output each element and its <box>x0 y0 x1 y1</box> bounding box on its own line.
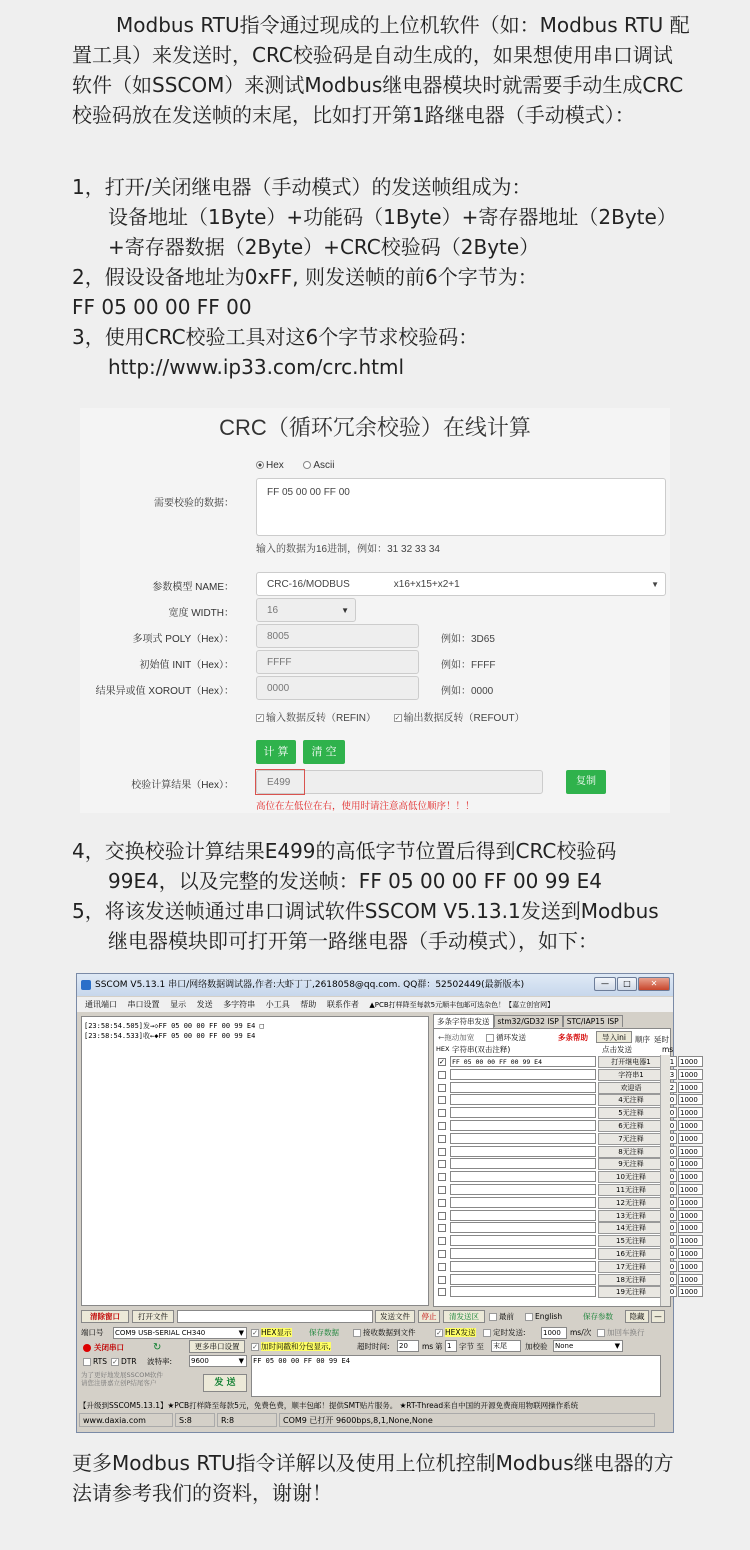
hex-send-option[interactable] <box>435 1327 476 1338</box>
row-send-button[interactable]: 欢迎语 <box>598 1082 664 1094</box>
row-order-input[interactable]: 3 <box>667 1069 677 1080</box>
row-delay-input[interactable]: 1000 <box>678 1210 703 1221</box>
timed-send-option[interactable] <box>483 1327 526 1338</box>
row-order-input[interactable]: 0 <box>667 1120 677 1131</box>
row-order-input[interactable]: 0 <box>667 1210 677 1221</box>
row-delay-input[interactable]: 1000 <box>678 1120 703 1131</box>
hide-button[interactable]: 隐藏 <box>625 1310 649 1323</box>
recv-line-sent: [23:58:54.505]发→◇FF 05 00 00 FF 00 99 E4 □ <box>84 1022 264 1030</box>
close-port-label: 关闭串口 <box>94 1343 124 1352</box>
row-string-input[interactable] <box>450 1235 596 1246</box>
english-option[interactable] <box>525 1311 562 1322</box>
row-hex-checkbox[interactable] <box>438 1173 446 1181</box>
minimize-icon[interactable]: — <box>594 977 616 991</box>
multi-string-panel <box>433 1014 698 1307</box>
row-hex-checkbox[interactable] <box>438 1237 446 1245</box>
xorout-input[interactable]: 0000 <box>256 676 419 700</box>
chevron-down-icon: ▼ <box>651 579 659 589</box>
result-highlight <box>255 769 305 795</box>
ms-header: ms <box>662 1045 674 1054</box>
app-icon <box>81 980 91 990</box>
english-label: English <box>535 1312 563 1321</box>
step-2-bytes: FF 05 00 00 FF 00 <box>72 295 252 319</box>
timestamp-label: 加时间戳和分包显示, <box>261 1342 331 1351</box>
row-hex-checkbox[interactable] <box>438 1250 446 1258</box>
panel-tabs <box>433 1014 623 1028</box>
multi-string-row <box>438 1133 728 1146</box>
status-bar <box>77 1412 673 1428</box>
rows-scrollbar[interactable] <box>660 1055 670 1306</box>
hex-send-label: HEX发送 <box>445 1328 476 1337</box>
init-label: 初始值 INIT（Hex）： <box>139 660 234 671</box>
row-send-button[interactable]: 16无注释 <box>598 1248 664 1260</box>
row-string-input[interactable] <box>450 1248 596 1259</box>
chevron-down-icon: ▼ <box>614 1342 620 1350</box>
hex-radio[interactable] <box>256 461 264 469</box>
row-send-button[interactable]: 17无注释 <box>598 1261 664 1273</box>
init-input[interactable]: FFFF <box>256 650 419 674</box>
refin-checkbox[interactable]: ✓ <box>257 715 263 723</box>
menu-bar <box>77 997 673 1012</box>
row-order-input[interactable]: 0 <box>667 1158 677 1169</box>
delay-header: 延时 <box>654 1035 669 1044</box>
tab-stm32-isp[interactable]: stm32/GD32 ISP <box>494 1015 563 1027</box>
row-send-button[interactable]: 10无注释 <box>598 1171 664 1183</box>
baud-label: 波特率: <box>147 1357 173 1366</box>
row-hex-checkbox[interactable] <box>438 1109 446 1117</box>
row-hex-checkbox[interactable] <box>438 1160 446 1168</box>
menu-item[interactable]: 发送 <box>196 1000 213 1009</box>
row-string-input[interactable] <box>450 1261 596 1272</box>
refout-checkbox[interactable]: ✓ <box>394 715 401 723</box>
row-order-input[interactable]: 0 <box>667 1184 677 1195</box>
checksum-value: None <box>555 1342 574 1350</box>
chevron-down-icon: ▼ <box>341 605 349 615</box>
status-recv-count: R:8 <box>217 1413 277 1427</box>
timestamp-checkbox[interactable]: ✓ <box>252 1343 258 1351</box>
clear-send-button[interactable]: 清发送区 <box>443 1310 485 1323</box>
loop-send-checkbox[interactable] <box>486 1034 494 1042</box>
row-order-input[interactable]: 0 <box>667 1171 677 1182</box>
row-hex-checkbox[interactable] <box>438 1186 446 1194</box>
order-header: 顺序 <box>635 1035 650 1044</box>
row-send-button[interactable]: 7无注释 <box>598 1133 664 1145</box>
hex-header: HEX <box>436 1045 450 1053</box>
refout-label: 输出数据反转（REFOUT） <box>403 713 525 724</box>
row-send-button[interactable]: 6无注释 <box>598 1120 664 1132</box>
timed-send-label: 定时发送: <box>493 1328 526 1337</box>
menu-ad[interactable]: ▲PCB打样降至每款5元顺丰包邮可选杂色！【嘉立创官网】 <box>369 1001 555 1009</box>
step-3-url[interactable]: http://www.ip33.com/crc.html <box>108 355 405 379</box>
xorout-example: 例如：0000 <box>441 686 494 697</box>
poly-example: 例如：3D65 <box>441 634 495 645</box>
row-delay-input[interactable]: 1000 <box>678 1197 703 1208</box>
promo-text: 为了更好地发展SSCOM软件 请您注册嘉立创P结尾客户 <box>81 1371 164 1387</box>
hex-display-checkbox[interactable]: ✓ <box>252 1329 258 1337</box>
dtr-option[interactable] <box>111 1356 137 1367</box>
menu-item[interactable]: 联系作者 <box>326 1000 359 1009</box>
row-order-input[interactable]: 0 <box>667 1286 677 1297</box>
english-checkbox[interactable] <box>525 1313 533 1321</box>
row-hex-checkbox[interactable] <box>438 1135 446 1143</box>
row-send-button[interactable]: 15无注释 <box>598 1235 664 1247</box>
send-file-button[interactable]: 发送文件 <box>375 1310 415 1323</box>
menu-item[interactable]: 串口设置 <box>127 1000 160 1009</box>
row-string-input[interactable]: FF 05 00 00 FF 00 99 E4 <box>450 1056 596 1067</box>
rts-checkbox[interactable] <box>83 1358 91 1366</box>
data-hint: 输入的数据为16进制，例如：31 32 33 34 <box>256 544 440 555</box>
row-hex-checkbox[interactable] <box>438 1084 446 1092</box>
copy-button[interactable]: 复制 <box>566 770 606 794</box>
row-send-button[interactable]: 12无注释 <box>598 1197 664 1209</box>
rts-option[interactable] <box>83 1356 107 1367</box>
step-5-line-2: 继电器模块即可打开第一路继电器（手动模式），如下： <box>108 929 598 953</box>
calculate-button[interactable]: 计 算 <box>256 740 296 764</box>
upgrade-notice: 【升级到SSCOM5.13.1】★PCB打样降至每款5元，免费色费，顺丰包邮！提供SMT贴片服务。 ★RT-Thread来自中国的开源免费商用物联网操作系统 <box>79 1401 579 1410</box>
string-header: 字符串(双击注释) <box>452 1045 511 1054</box>
byte-end-select[interactable]: 末尾 <box>491 1340 521 1352</box>
multi-string-row <box>438 1158 728 1171</box>
model-select[interactable] <box>256 572 666 596</box>
reflect-options <box>256 709 525 724</box>
row-order-input[interactable]: 0 <box>667 1261 677 1272</box>
maximize-icon[interactable]: □ <box>617 977 637 991</box>
port-label: 端口号 <box>81 1328 104 1337</box>
multi-string-row <box>438 1146 728 1159</box>
timestamp-option[interactable] <box>251 1341 331 1352</box>
ascii-radio-label: Ascii <box>313 460 335 471</box>
step-1-line-2: +寄存器数据（2Byte）+CRC校验码（2Byte） <box>108 235 540 259</box>
row-send-button[interactable]: 14无注释 <box>598 1222 664 1234</box>
row-order-input[interactable]: 2 <box>667 1082 677 1093</box>
crc-tool-panel <box>80 408 670 813</box>
row-send-button[interactable]: 13无注释 <box>598 1210 664 1222</box>
receive-area[interactable] <box>81 1016 429 1306</box>
input-format-radios <box>256 460 334 471</box>
row-string-input[interactable] <box>450 1222 596 1233</box>
row-string-input[interactable] <box>450 1120 596 1131</box>
row-order-input[interactable]: 0 <box>667 1248 677 1259</box>
dtr-label: DTR <box>121 1357 137 1366</box>
menu-item[interactable]: 显示 <box>170 1000 187 1009</box>
xorout-label: 结果异或值 XOROUT（Hex）： <box>95 686 234 697</box>
row-delay-input[interactable]: 1000 <box>678 1171 703 1182</box>
data-textarea[interactable]: FF 05 00 00 FF 00 <box>256 478 666 536</box>
ascii-radio[interactable] <box>303 461 311 469</box>
row-string-input[interactable] <box>450 1082 596 1093</box>
status-port-info: COM9 已打开 9600bps,8,1,None,None <box>279 1413 655 1427</box>
hex-send-checkbox[interactable]: ✓ <box>436 1329 442 1337</box>
model-label: 参数模型 NAME： <box>152 582 234 593</box>
clear-button[interactable]: 清 空 <box>303 740 345 764</box>
multi-string-row <box>438 1197 728 1210</box>
save-params-button[interactable]: 保存参数 <box>583 1312 613 1321</box>
close-icon[interactable]: ✕ <box>638 977 670 991</box>
loop-send-option[interactable] <box>486 1032 526 1043</box>
row-string-input[interactable] <box>450 1133 596 1144</box>
add-crlf-label: 加回车换行 <box>607 1328 645 1337</box>
row-order-input[interactable]: 0 <box>667 1146 677 1157</box>
multi-string-row <box>438 1222 728 1235</box>
poly-label: 多项式 POLY（Hex）： <box>132 634 234 645</box>
multi-string-row <box>438 1184 728 1197</box>
more-settings-button[interactable]: 更多串口设置 <box>189 1340 245 1353</box>
row-hex-checkbox[interactable] <box>438 1148 446 1156</box>
row-delay-input[interactable]: 1000 <box>678 1094 703 1105</box>
row-order-input[interactable]: 0 <box>667 1235 677 1246</box>
multi-string-row <box>438 1056 728 1069</box>
topmost-option[interactable] <box>489 1311 514 1322</box>
clear-window-button[interactable]: 清除窗口 <box>81 1310 129 1323</box>
send-textarea[interactable]: FF 05 00 00 FF 00 99 E4 <box>251 1355 661 1397</box>
file-path-input[interactable] <box>177 1310 373 1323</box>
menu-item[interactable]: 通讯端口 <box>85 1000 117 1009</box>
menu-item[interactable]: 小工具 <box>265 1000 290 1009</box>
row-hex-checkbox[interactable] <box>438 1096 446 1104</box>
init-example: 例如：FFFF <box>441 660 496 671</box>
row-hex-checkbox[interactable]: ✓ <box>439 1058 445 1066</box>
row-send-button[interactable]: 打开继电器1 <box>598 1056 664 1068</box>
width-select[interactable] <box>256 598 356 622</box>
byte-to-label: 字节 至 <box>459 1342 484 1351</box>
add-crlf-option[interactable] <box>597 1327 645 1338</box>
row-send-button[interactable]: 18无注释 <box>598 1274 664 1286</box>
row-hex-checkbox[interactable] <box>438 1122 446 1130</box>
stop-button[interactable]: 停止 <box>418 1310 440 1323</box>
row-send-button[interactable]: 4无注释 <box>598 1094 664 1106</box>
row-delay-input[interactable]: 1000 <box>678 1184 703 1195</box>
drag-hint: ←拖动加宽 <box>438 1033 475 1042</box>
chevron-down-icon: ▼ <box>238 1329 244 1337</box>
data-label: 需要校验的数据： <box>154 498 234 509</box>
row-hex-checkbox[interactable] <box>438 1224 446 1232</box>
row-hex-checkbox[interactable] <box>438 1212 446 1220</box>
row-send-button[interactable]: 9无注释 <box>598 1158 664 1170</box>
loop-send-label: 循环发送 <box>496 1033 526 1042</box>
row-string-input[interactable] <box>450 1274 596 1285</box>
timeout-label: 超时时间: <box>357 1342 390 1351</box>
step-5-line-1: 5，将该发送帧通过串口调试软件SSCOM V5.13.1发送到Modbus <box>72 899 659 923</box>
port-value: COM9 USB-SERIAL CH340 <box>115 1329 206 1337</box>
sscom-window <box>76 973 698 1433</box>
row-send-button[interactable]: 11无注释 <box>598 1184 664 1196</box>
row-delay-input[interactable]: 1000 <box>678 1069 703 1080</box>
status-website[interactable]: www.daxia.com <box>79 1413 173 1427</box>
port-status-icon <box>83 1344 91 1352</box>
window-titlebar <box>77 974 673 996</box>
row-delay-input[interactable]: 1000 <box>678 1082 703 1093</box>
status-sent-count: S:8 <box>175 1413 215 1427</box>
refin-label: 输入数据反转（REFIN） <box>266 713 376 724</box>
step-4-line-2: 99E4，以及完整的发送帧：FF 05 00 00 FF 00 99 E4 <box>108 869 602 893</box>
row-hex-checkbox[interactable] <box>438 1199 446 1207</box>
row-string-input[interactable] <box>450 1146 596 1157</box>
row-hex-checkbox[interactable] <box>438 1276 446 1284</box>
multi-string-row <box>438 1069 728 1082</box>
row-string-input[interactable] <box>450 1107 596 1118</box>
footer-text: 更多Modbus RTU指令详解以及使用上位机控制Modbus继电器的方法请参考我们的资料，谢谢！ <box>72 1451 674 1505</box>
multi-string-row <box>438 1082 728 1095</box>
model-value: CRC-16/MODBUS <box>267 578 350 590</box>
row-delay-input[interactable]: 1000 <box>678 1274 703 1285</box>
collapse-button[interactable]: — <box>651 1310 665 1323</box>
row-delay-input[interactable]: 1000 <box>678 1248 703 1259</box>
multi-string-row <box>438 1274 728 1287</box>
recv-to-file-label: 接收数据到文件 <box>363 1328 416 1337</box>
model-poly: x16+x15+x2+1 <box>393 578 460 590</box>
topmost-label: 最前 <box>499 1312 514 1321</box>
checksum-label: 加校验 <box>525 1342 548 1351</box>
row-order-input[interactable]: 0 <box>667 1222 677 1233</box>
hex-display-label: HEX显示 <box>261 1328 292 1337</box>
multi-help-link[interactable]: 多条帮助 <box>558 1033 588 1042</box>
import-ini-button[interactable]: 导入ini <box>596 1031 632 1043</box>
result-label: 校验计算结果（Hex）： <box>131 780 234 791</box>
row-order-input[interactable]: 0 <box>667 1094 677 1105</box>
crc-tool-title: CRC（循环冗余校验）在线计算 <box>219 415 531 440</box>
add-crlf-checkbox[interactable] <box>597 1329 605 1337</box>
row-hex-checkbox[interactable] <box>438 1288 446 1296</box>
open-file-button[interactable]: 打开文件 <box>132 1310 174 1323</box>
tab-stc-isp[interactable]: STC/IAP15 ISP <box>563 1015 623 1027</box>
timeout-unit: ms <box>422 1342 434 1351</box>
byte-order-warning: 高位在左低位在右，使用时请注意高低位顺序！！！ <box>256 801 475 812</box>
multi-string-row <box>438 1248 728 1261</box>
save-data-button[interactable]: 保存数据 <box>309 1328 339 1337</box>
row-string-input[interactable] <box>450 1158 596 1169</box>
menu-item[interactable]: 帮助 <box>300 1000 317 1009</box>
multi-string-row <box>438 1094 728 1107</box>
step-3-title: 3，使用CRC校验工具对这6个字节求校验码： <box>72 325 479 349</box>
multi-string-row <box>438 1235 728 1248</box>
click-send-header: 点击发送 <box>602 1045 632 1054</box>
row-send-button[interactable]: 8无注释 <box>598 1146 664 1158</box>
byte-from-input[interactable]: 1 <box>445 1340 457 1352</box>
multi-string-row <box>438 1120 728 1133</box>
step-2-title: 2，假设设备地址为0xFF, 则发送帧的前6个字节为： <box>72 265 538 289</box>
row-delay-input[interactable]: 1000 <box>678 1222 703 1233</box>
row-delay-input[interactable]: 1000 <box>678 1133 703 1144</box>
row-delay-input[interactable]: 1000 <box>678 1056 703 1067</box>
row-string-input[interactable] <box>450 1286 596 1297</box>
multi-string-row <box>438 1286 728 1299</box>
hex-radio-label: Hex <box>266 460 284 471</box>
hex-display-option[interactable] <box>251 1327 292 1338</box>
step-1-line-1: 设备地址（1Byte）+功能码（1Byte）+寄存器地址（2Byte） <box>108 205 677 229</box>
row-delay-input[interactable]: 1000 <box>678 1286 703 1297</box>
row-send-button[interactable]: 19无注释 <box>598 1286 664 1298</box>
dtr-checkbox[interactable]: ✓ <box>112 1358 118 1366</box>
row-delay-input[interactable]: 1000 <box>678 1235 703 1246</box>
recv-to-file-checkbox[interactable] <box>353 1329 361 1337</box>
multi-string-row <box>438 1107 728 1120</box>
width-value: 16 <box>267 604 279 616</box>
row-delay-input[interactable]: 1000 <box>678 1158 703 1169</box>
multi-string-row <box>438 1210 728 1223</box>
multi-string-body <box>433 1028 698 1307</box>
poly-input[interactable]: 8005 <box>256 624 419 648</box>
row-order-input[interactable]: 0 <box>667 1197 677 1208</box>
baud-select[interactable] <box>189 1355 247 1367</box>
multi-string-row <box>438 1171 728 1184</box>
row-hex-checkbox[interactable] <box>438 1263 446 1271</box>
row-string-input[interactable] <box>450 1171 596 1182</box>
close-port-button[interactable] <box>83 1342 124 1353</box>
row-hex-checkbox[interactable] <box>438 1071 446 1079</box>
tab-multi-string[interactable]: 多条字符串发送 <box>433 1014 494 1028</box>
menu-item[interactable]: 多字符串 <box>223 1000 256 1009</box>
result-value: E499 <box>267 776 291 788</box>
timed-send-checkbox[interactable] <box>483 1329 491 1337</box>
window-title: SSCOM V5.13.1 串口/网络数据调试器,作者:大虾丁丁,2618058@qq.com. QQ群：52502449(最新版本) <box>95 980 525 990</box>
row-string-input[interactable] <box>450 1184 596 1195</box>
row-delay-input[interactable]: 1000 <box>678 1146 703 1157</box>
baud-value: 9600 <box>191 1357 209 1365</box>
row-send-button[interactable]: 5无注释 <box>598 1107 664 1119</box>
refresh-icon[interactable]: ↻ <box>153 1342 162 1353</box>
recv-to-file-option[interactable] <box>353 1327 416 1338</box>
row-string-input[interactable] <box>450 1069 596 1080</box>
row-delay-input[interactable]: 1000 <box>678 1107 703 1118</box>
row-string-input[interactable] <box>450 1094 596 1105</box>
row-string-input[interactable] <box>450 1197 596 1208</box>
send-button[interactable]: 发 送 <box>203 1374 247 1392</box>
intro-paragraph: Modbus RTU指令通过现成的上位机软件（如：Modbus RTU 配置工具）来发送时，CRC校验码是自动生成的，如果想使用串口调试软件（如SSCOM）来测试Modbus继电器模块时就需要手动生成CRC校验码放在发送帧的末尾，比如打开第1路继电器（手动模式）： <box>72 13 690 127</box>
step-1-title: 1，打开/关闭继电器（手动模式）的发送帧组成为： <box>72 175 532 199</box>
row-order-input[interactable]: 0 <box>667 1274 677 1285</box>
row-string-input[interactable] <box>450 1210 596 1221</box>
row-order-input[interactable]: 1 <box>667 1056 677 1067</box>
timeout-input[interactable]: 20 <box>397 1340 419 1352</box>
row-order-input[interactable]: 0 <box>667 1107 677 1118</box>
timed-unit: ms/次 <box>570 1328 592 1337</box>
row-order-input[interactable]: 0 <box>667 1133 677 1144</box>
port-select[interactable] <box>113 1327 247 1339</box>
checksum-select[interactable] <box>553 1340 623 1352</box>
recv-line-received: [23:58:54.533]收←◆FF 05 00 00 FF 00 99 E4 <box>84 1032 256 1040</box>
row-send-button[interactable]: 字符串1 <box>598 1069 664 1081</box>
topmost-checkbox[interactable] <box>489 1313 497 1321</box>
chevron-down-icon: ▼ <box>238 1357 244 1365</box>
multi-string-row <box>438 1261 728 1274</box>
row-delay-input[interactable]: 1000 <box>678 1261 703 1272</box>
width-label: 宽度 WIDTH： <box>168 608 234 619</box>
step-4-line-1: 4，交换校验计算结果E499的高低字节位置后得到CRC校验码 <box>72 839 617 863</box>
timed-interval-input[interactable]: 1000 <box>541 1327 567 1339</box>
byte-from-label: 第 <box>435 1342 443 1351</box>
rts-label: RTS <box>93 1357 108 1366</box>
